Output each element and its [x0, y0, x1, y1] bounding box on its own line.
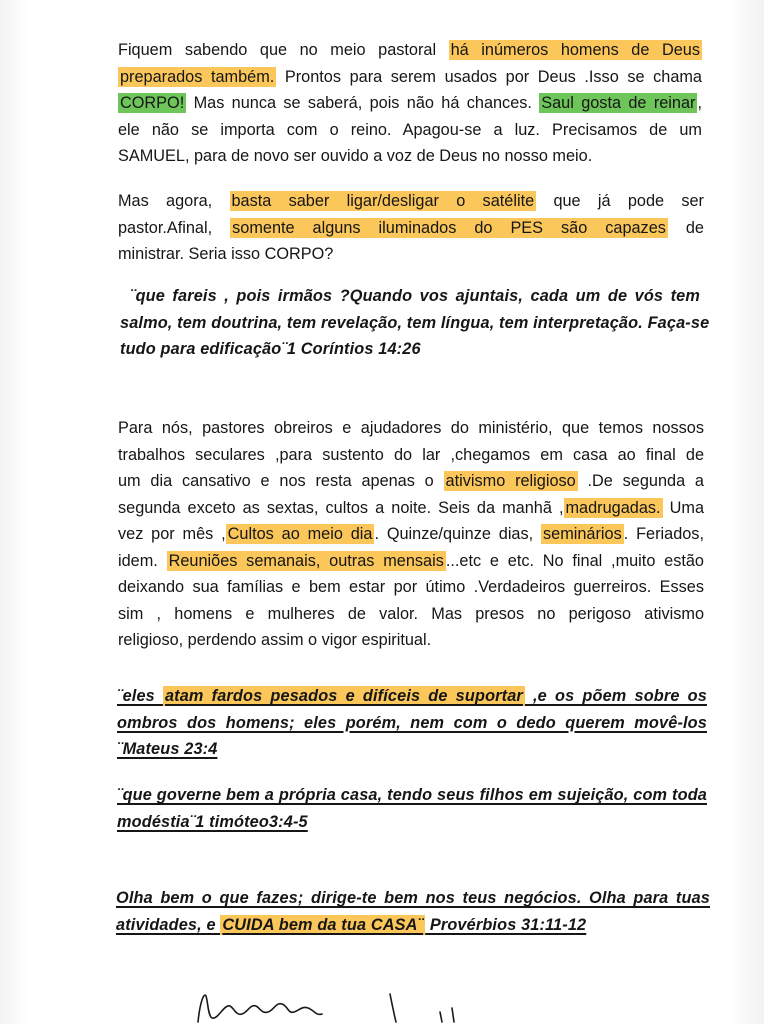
text-line — [118, 215, 704, 242]
text-segment: pastor.Afinal, — [118, 218, 231, 237]
text-line — [117, 710, 707, 737]
text-line — [118, 415, 704, 442]
text-segment: um dia cansativo e nos resta apenas o — [118, 472, 444, 490]
text-line — [117, 683, 707, 710]
orange-highlight: atam fardos pesados e difíceis de suportar — [164, 687, 523, 705]
text-line — [118, 442, 704, 469]
text-line — [118, 117, 702, 144]
paragraph-satelite — [118, 188, 704, 268]
green-highlight: CORPO! — [120, 94, 185, 112]
text-line — [120, 310, 710, 337]
text-segment: SAMUEL, para de novo ser ouvido a voz de Deus no nosso meio. — [118, 147, 593, 165]
text-segment: modéstia¨1 timóteo3:4-5 — [117, 812, 308, 831]
text-segment: ...etc e etc. No final ,muito estão — [445, 551, 704, 570]
text-segment: que já pode ser — [536, 192, 704, 210]
text-segment: tudo para edificação¨1 Coríntios 14:26 — [120, 340, 421, 358]
text-line — [118, 495, 704, 522]
text-line — [120, 283, 700, 310]
text-segment: Provérbios 31:11-12 — [425, 915, 587, 934]
text-segment: ombros dos homens; eles porém, nem com o dedo querem movê-los — [117, 713, 707, 732]
text-segment: deixando sua famílias e bem estar por útimo .Verdadeiros guerreiros. Esses — [118, 578, 704, 596]
text-line — [118, 143, 702, 170]
text-line — [118, 601, 704, 628]
text-segment: . Quinze/quinze dias, — [374, 525, 541, 543]
text-line — [118, 64, 702, 91]
quote-timoteo — [117, 782, 707, 835]
paragraph-ativismo — [118, 415, 704, 654]
orange-highlight: preparados também. — [120, 67, 275, 86]
text-line — [118, 521, 704, 548]
orange-highlight: CUIDA bem da tua CASA¨ — [222, 915, 424, 934]
text-line — [120, 336, 700, 363]
text-segment: segunda exceto as sextas, cultos a noite. Seis da manhã , — [118, 498, 564, 517]
text-segment: Fiquem sabendo que no meio pastoral — [118, 41, 449, 59]
text-line — [117, 782, 707, 809]
text-segment: sim , homens e mulheres de valor. Mas presos no perigoso ativismo — [118, 604, 704, 623]
text-segment: Para nós, pastores obreiros e ajudadores do ministério, que temos nossos — [118, 419, 704, 437]
text-segment: ¨Mateus 23:4 — [117, 740, 218, 758]
orange-highlight: basta saber ligar/desligar o satélite — [231, 192, 535, 210]
green-highlight: Saul gosta de reinar — [541, 94, 696, 112]
text-segment: ,e os põem sobre os — [524, 687, 707, 705]
text-segment: Olha bem o que fazes; dirige-te bem nos teus negócios. Olha para tuas — [116, 889, 710, 907]
text-segment: ¨que fareis , pois irmãos ?Quando vos ajuntais, cada um de vós tem — [130, 287, 700, 305]
text-segment: idem. — [118, 551, 167, 570]
orange-highlight: ativismo religioso — [445, 472, 576, 490]
text-line — [118, 468, 704, 495]
text-segment: religioso, perdendo assim o vigor espiritual. — [118, 631, 432, 649]
text-segment: ele não se importa com o reino. Apagou-se a luz. Precisamos de um — [118, 120, 702, 139]
text-segment: .De segunda a — [577, 472, 704, 490]
text-line — [118, 548, 704, 575]
text-segment: , — [697, 94, 702, 112]
text-segment: ministrar. Seria isso CORPO? — [118, 245, 334, 263]
orange-highlight: Reuniões semanais, outras mensais — [168, 551, 444, 570]
text-line — [117, 736, 707, 763]
text-segment: salmo, tem doutrina, tem revelação, tem língua, tem interpretação. Faça-se — [120, 313, 710, 332]
orange-highlight: há inúmeros homens de Deus — [450, 41, 700, 59]
text-segment: de — [667, 218, 704, 237]
orange-highlight: madrugadas. — [565, 498, 661, 517]
text-line — [118, 37, 702, 64]
orange-highlight: seminários — [543, 525, 622, 543]
paragraph-saul — [118, 37, 702, 170]
orange-highlight: somente alguns iluminados do PES são capazes — [232, 218, 666, 237]
text-line — [118, 90, 702, 117]
quote-corintios — [120, 283, 710, 363]
text-segment: vez por mês , — [118, 525, 226, 543]
text-segment: atividades, e — [116, 915, 221, 934]
text-line — [117, 809, 707, 836]
text-segment: Mas agora, — [118, 192, 230, 210]
text-line — [118, 241, 704, 268]
text-line — [118, 627, 704, 654]
quote-proverbios — [116, 885, 710, 938]
text-segment: Mas nunca se saberá, pois não há chances. — [186, 94, 540, 112]
text-line — [118, 574, 704, 601]
text-segment: ¨que governe bem a própria casa, tendo seus filhos em sujeição, com toda — [117, 786, 707, 804]
text-segment: ¨eles — [117, 687, 163, 705]
orange-highlight: Cultos ao meio dia — [227, 525, 373, 543]
text-segment: trabalhos seculares ,para sustento do lar ,chegamos em casa ao final de — [118, 445, 704, 464]
text-line — [116, 912, 710, 939]
text-segment: Uma — [662, 498, 704, 517]
text-segment: . Feriados, — [623, 525, 704, 543]
text-line — [118, 188, 704, 215]
handwritten-signature — [190, 982, 490, 1024]
text-segment: Prontos para serem usados por Deus .Isso se chama — [276, 67, 702, 86]
text-line — [116, 885, 710, 912]
quote-mateus — [117, 683, 707, 763]
